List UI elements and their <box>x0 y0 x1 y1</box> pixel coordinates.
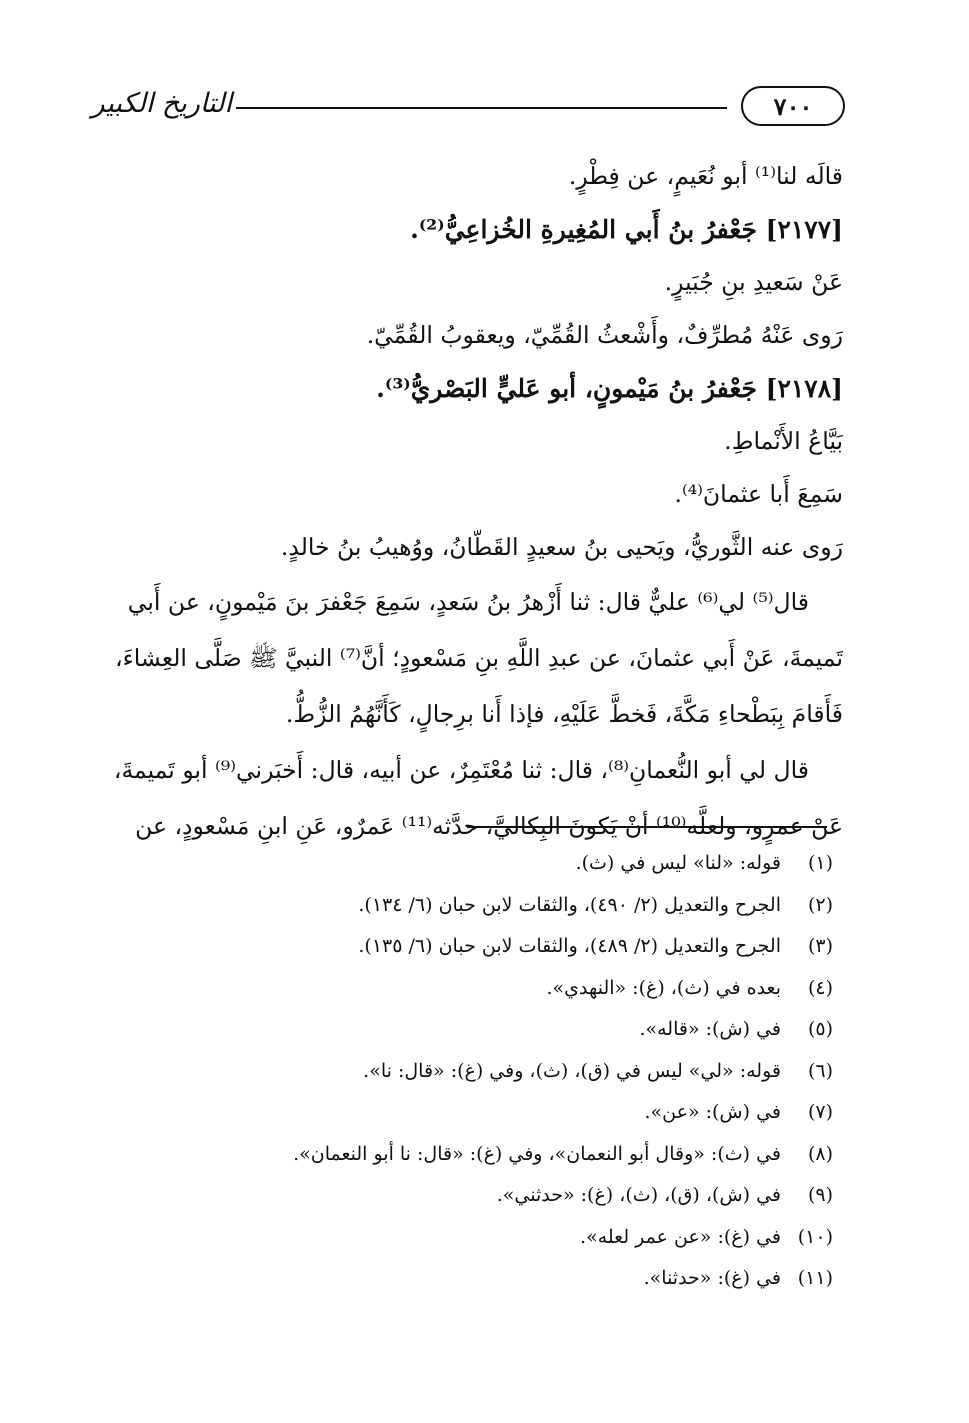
footnote-number: (٧) <box>807 1101 833 1123</box>
footnote <box>120 843 833 885</box>
footnote <box>120 885 833 927</box>
page-header <box>91 82 845 134</box>
footnote-text: قوله: «لي» ليس في (ق)، (ث)، وفي (غ): «قال: نا». <box>363 1059 781 1082</box>
text-line: سَمِعَ أَبا عثمانَ⁽⁴⁾. <box>674 480 843 508</box>
footnote-number: (١٠) <box>797 1225 833 1248</box>
footnote-separator <box>467 826 827 828</box>
entry-heading-2177: [٢١٧٧] جَعْفرُ بنُ أَبي المُغِيرةِ الخُزاعِيُّ⁽²⁾. <box>410 215 843 244</box>
footnote-number: (١) <box>807 852 833 874</box>
footnote <box>120 1092 833 1134</box>
footnote <box>120 1051 833 1093</box>
footnotes <box>120 843 833 1300</box>
paragraph-line: قال لي أبو النُّعمانِ⁽⁸⁾، قال: ثنا مُعْتَمِرٌ، عن أبيه، قال: أَخبَرني⁽⁹⁾ أبو تَميمةَ، <box>113 756 809 784</box>
paragraph-line: قال⁽⁵⁾ لي⁽⁶⁾ عليٌّ قال: ثنا أَزْهرُ بنُ سَعدٍ، سَمِعَ جَعْفرَ بنَ مَيْمونٍ، عن أَبي <box>127 588 809 616</box>
footnote-text: بعده في (ث)، (غ): «النهدي». <box>546 976 781 999</box>
footnote-number: (٢) <box>807 893 833 916</box>
footnote-text: في (ث): «وقال أبو النعمان»، وفي (غ): «قال: نا أبو النعمان». <box>293 1142 781 1165</box>
text-line: عَنْ سَعيدِ بنِ جُبَيرٍ. <box>664 268 843 296</box>
book-title: التاريخ الكبير <box>91 88 232 119</box>
entry-heading-2178: [٢١٧٨] جَعْفرُ بنُ مَيْمونٍ، أبو عَليٍّ البَصْريُّ⁽³⁾. <box>376 374 843 403</box>
footnote-number: (٨) <box>807 1142 833 1165</box>
footnote-number: (٩) <box>807 1184 833 1206</box>
footnote-text: في (غ): «عن عمر لعله». <box>580 1225 781 1248</box>
footnote-text: الجرح والتعديل (٢/ ٤٩٠)، والثقات لابن حبان (٦/ ١٣٤). <box>358 893 781 916</box>
footnote-number: (٦) <box>807 1059 833 1082</box>
footnote <box>120 1258 833 1300</box>
text-line: قالَه لنا⁽¹⁾ أبو نُعَيمٍ، عن فِطْرٍ. <box>568 162 843 190</box>
main-text <box>100 150 843 854</box>
text-line: بَيَّاعُ الأَنْماطِ. <box>724 427 843 455</box>
paragraph-line: عَنْ عمرٍو، ولعلَّه⁽¹⁰⁾ أنْ يَكونَ البِكاليَّ، حدَّثه⁽¹¹⁾ عَمرٌو، عَنِ ابنِ مَسْعودٍ، عن <box>135 812 843 840</box>
paragraph-line: فَأَقامَ بِبَطْحاءِ مَكَّةَ، فَخطَّ عَلَيْهِ، فإذا أَنا برِجالٍ، كَأَنَّهُمُ الزُّطُّ. <box>285 700 843 728</box>
footnote <box>120 1217 833 1259</box>
footnote-text: في (ش)، (ق)، (ث)، (غ): «حدثني». <box>496 1184 781 1206</box>
footnote <box>120 1175 833 1217</box>
footnote-number: (٣) <box>807 935 833 957</box>
footnote <box>120 1009 833 1051</box>
footnote <box>120 1134 833 1176</box>
footnote-number: (١١) <box>797 1267 833 1289</box>
footnote <box>120 926 833 968</box>
footnote-number: (٤) <box>807 976 833 999</box>
footnote-text: في (ش): «عن». <box>644 1101 781 1123</box>
text-line: رَوى عنه الثَّوريُّ، ويَحيى بنُ سعيدٍ القَطّانُ، ووُهيبُ بنُ خالدٍ. <box>280 533 843 561</box>
footnote-number: (٥) <box>807 1018 833 1040</box>
text-line: رَوى عَنْهُ مُطرِّفٌ، وأَشْعثُ القُمِّيّ، ويعقوبُ القُمِّيّ. <box>366 321 843 349</box>
paragraph-line: تَميمةَ، عَنْ أَبي عثمانَ، عن عبدِ اللَّهِ بنِ مَسْعودٍ؛ أنَّ⁽⁷⁾ النبيَّ ﷺ صَلَّى العِشاءَ، <box>115 644 843 672</box>
footnote-text: قوله: «لنا» ليس في (ث). <box>575 852 781 874</box>
page-number: ٧٠٠ <box>741 86 845 126</box>
footnote-text: في (غ): «حدثنا». <box>643 1267 781 1289</box>
footnote-text: الجرح والتعديل (٢/ ٤٨٩)، والثقات لابن حبان (٦/ ١٣٥). <box>358 935 781 957</box>
footnote <box>120 968 833 1010</box>
header-rule <box>236 107 727 109</box>
footnote-text: في (ش): «قاله». <box>639 1018 781 1040</box>
